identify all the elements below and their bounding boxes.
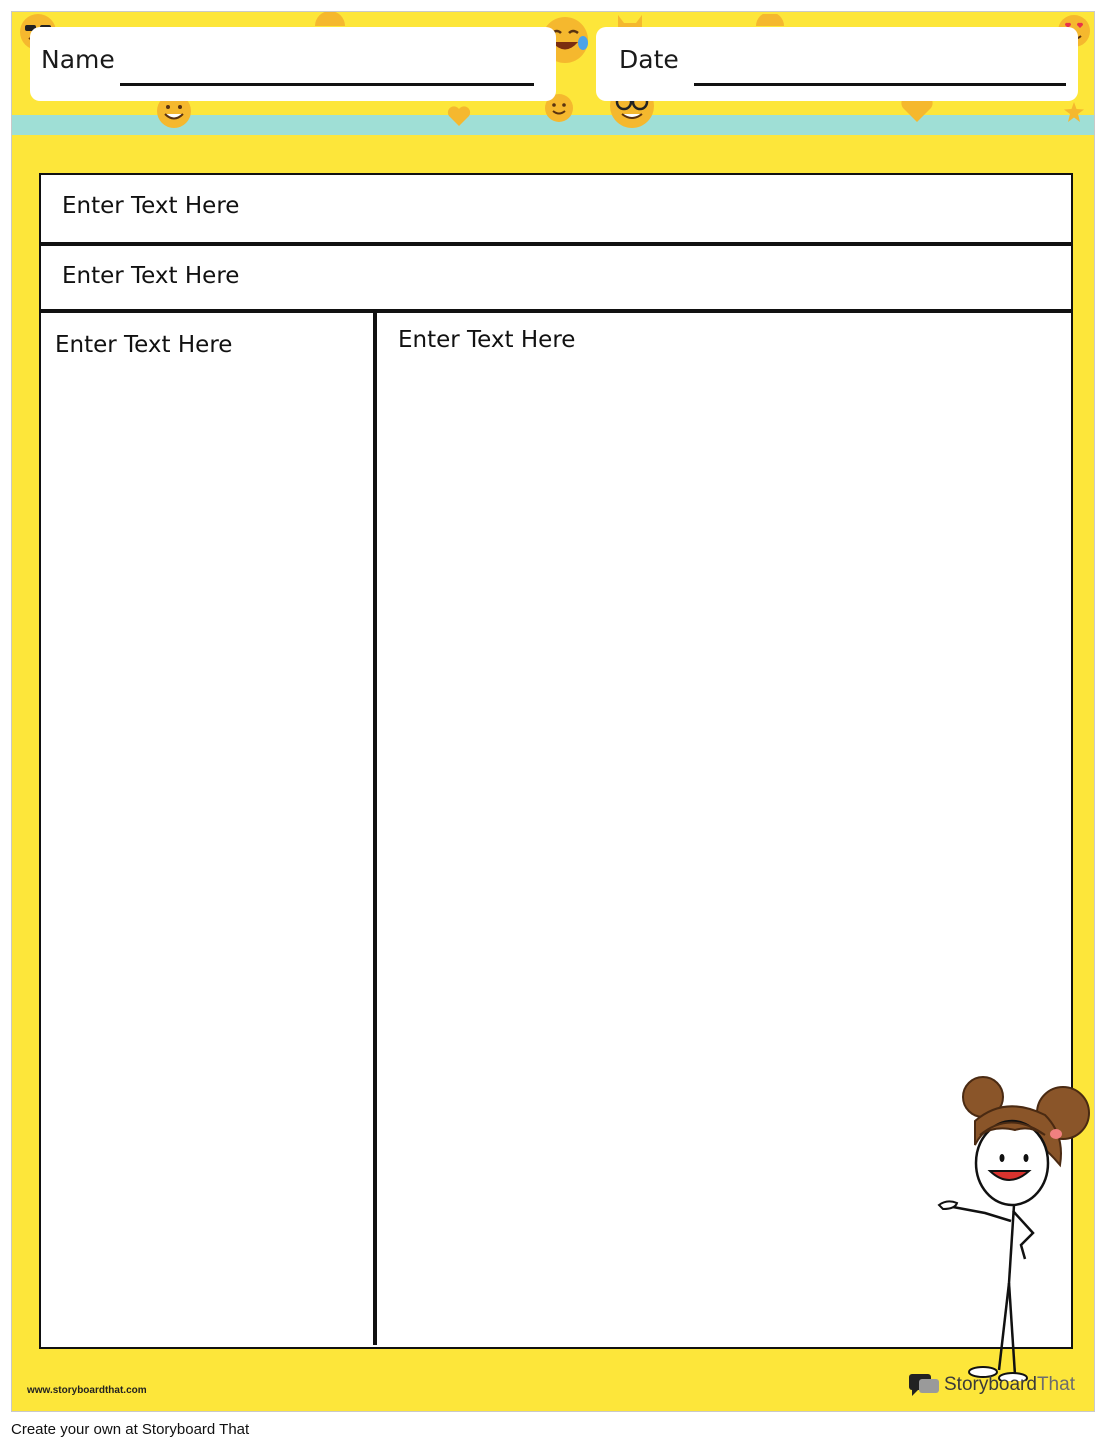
brand-name-part1: Storyboard <box>944 1374 1037 1395</box>
name-label: Name <box>41 45 115 74</box>
site-url[interactable]: www.storyboardthat.com <box>27 1385 147 1396</box>
date-label: Date <box>619 45 679 74</box>
name-line[interactable] <box>120 83 534 86</box>
row1-text[interactable]: Enter Text Here <box>62 193 240 219</box>
storyboardthat-logo[interactable] <box>908 1373 1075 1397</box>
speech-bubble-icon <box>908 1373 940 1397</box>
emoji-top-partial-icon-2 <box>754 14 786 26</box>
row-divider-2 <box>41 309 1071 313</box>
star-icon <box>1063 101 1085 123</box>
girl-character-illustration <box>925 1075 1095 1381</box>
heart-icon <box>446 104 472 128</box>
date-field[interactable] <box>596 27 1078 101</box>
emoji-top-partial-icon <box>313 12 347 26</box>
row2-text[interactable]: Enter Text Here <box>62 263 240 289</box>
organizer-grid <box>39 173 1073 1349</box>
row-divider-1 <box>41 242 1071 246</box>
right-column-text[interactable]: Enter Text Here <box>398 327 576 353</box>
date-line[interactable] <box>694 83 1066 86</box>
worksheet-page <box>11 11 1095 1412</box>
name-field[interactable] <box>30 27 556 101</box>
brand-name-part2: That <box>1036 1374 1075 1395</box>
left-column-text[interactable]: Enter Text Here <box>55 332 233 358</box>
create-your-own-caption[interactable]: Create your own at Storyboard That <box>11 1421 250 1438</box>
column-divider <box>373 312 377 1345</box>
